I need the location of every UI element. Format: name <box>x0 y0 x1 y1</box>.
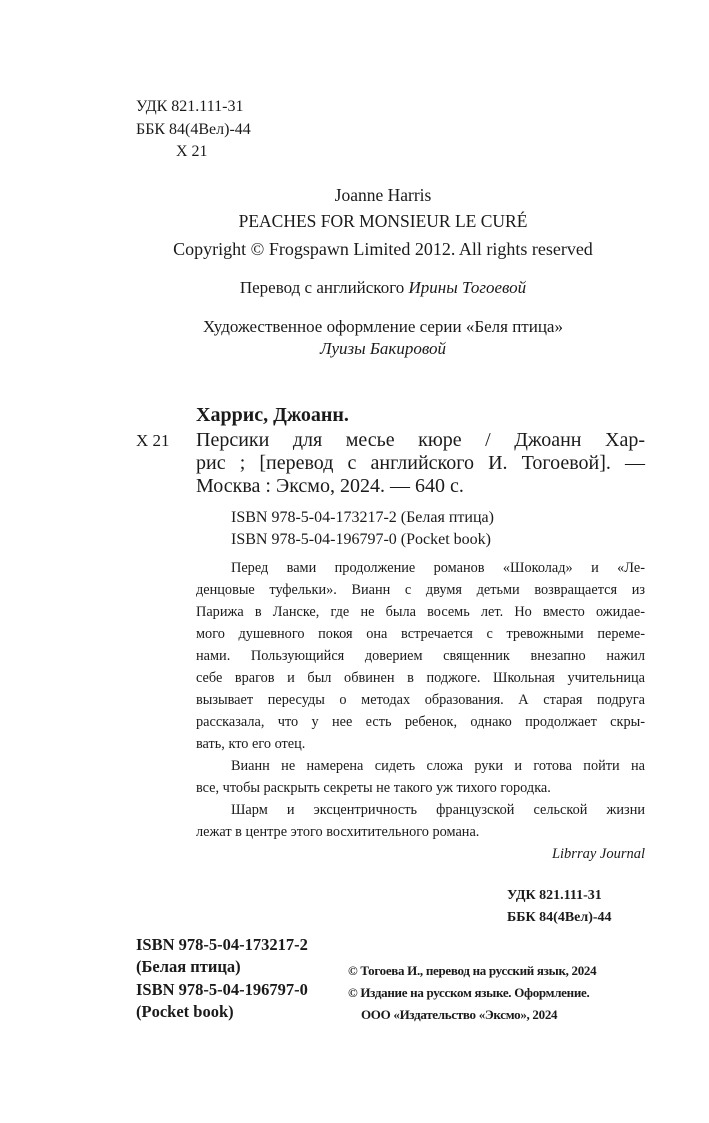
original-copyright: Copyright © Frogspawn Limited 2012. All rights reserved <box>173 239 593 259</box>
bib-heading: Харрис, Джоанн. <box>196 404 349 426</box>
annotation-line: все, чтобы раскрыть секреты не такого уж тихого городка. <box>196 780 551 796</box>
annotation-line: вызывает пересуды о методах образования. А старая подруга <box>196 692 645 708</box>
annotation-line: денцовые туфельки». Вианн с двумя детьми возвращается из <box>196 582 645 598</box>
annotation-line: себе врагов и был обвинен в поджоге. Школьная учительница <box>196 670 645 686</box>
original-title: PEACHES FOR MONSIEUR LE CURÉ <box>238 211 528 231</box>
copyright-line: © Издание на русском языке. Оформление. <box>348 985 590 1000</box>
original-author: Joanne Harris <box>334 185 432 205</box>
isbn-line: ISBN 978-5-04-173217-2 (Белая птица) <box>231 509 494 526</box>
annotation-line: Шарм и эксцентричность французской сельской жизни <box>231 802 645 818</box>
bib-line: Персики для месье кюре / Джоанн Хар- <box>196 429 645 451</box>
bib-line: рис ; [перевод с английского И. Тогоевой]. — <box>196 452 645 474</box>
translator-name: Ирины Тогоевой <box>408 278 527 297</box>
bib-author-mark: Х 21 <box>136 431 170 450</box>
annotation-line: мого душевного покоя она встречается с тревожными переме- <box>196 626 645 642</box>
annotation-source: Librray Journal <box>551 846 645 862</box>
footer-isbn-line: ISBN 978-5-04-196797-0 <box>136 980 308 999</box>
annotation-line: нами. Пользующийся доверием священник внезапно нажил <box>196 648 645 664</box>
footer-isbn-line: ISBN 978-5-04-173217-2 <box>136 935 308 954</box>
bbk-code: ББК 84(4Вел)-44 <box>136 121 251 138</box>
author-mark: Х 21 <box>176 143 208 160</box>
annotation-line: Вианн не намерена сидеть сложа руки и готова пойти на <box>231 758 645 774</box>
udk-code: УДК 821.111-31 <box>136 98 244 115</box>
bib-line: Москва : Эксмо, 2024. — 640 с. <box>196 475 464 497</box>
footer-bbk: ББК 84(4Вел)-44 <box>507 910 612 925</box>
designer-name: Луизы Бакировой <box>319 339 447 358</box>
isbn-line: ISBN 978-5-04-196797-0 (Pocket book) <box>231 531 491 548</box>
annotation-line: Парижа в Ланске, где не была восемь лет. Но вместо ожидае- <box>196 604 645 620</box>
footer-isbn-line: (Pocket book) <box>136 1002 234 1021</box>
design-credit: Художественное оформление серии «Беля птица» <box>203 317 563 336</box>
annotation-line: вать, кто его отец. <box>196 736 306 752</box>
translation-prefix: Перевод с английского <box>239 278 405 297</box>
annotation-line: Перед вами продолжение романов «Шоколад» и «Ле- <box>231 560 645 576</box>
copyright-line: © Тогоева И., перевод на русский язык, 2024 <box>348 963 597 978</box>
annotation-line: рассказала, что у нее есть ребенок, однако продолжает скры- <box>196 714 645 730</box>
footer-udk: УДК 821.111-31 <box>507 888 602 903</box>
footer-isbn-line: (Белая птица) <box>136 957 241 976</box>
copyright-line: ООО «Издательство «Эксмо», 2024 <box>361 1007 558 1022</box>
annotation-line: лежат в центре этого восхитительного романа. <box>196 824 480 840</box>
translation-credit <box>0 278 709 298</box>
